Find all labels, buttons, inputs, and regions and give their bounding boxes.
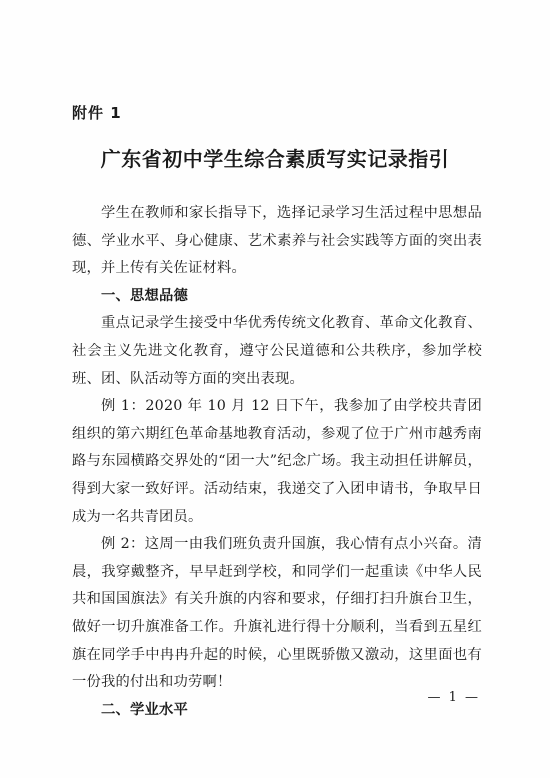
- document-body: [72, 200, 482, 724]
- intro-paragraph: 学生在教师和家长指导下，选择记录学习生活过程中思想品德、学业水平、身心健康、艺术素养与社会实践等方面的突出表现，并上传有关佐证材料。: [72, 205, 482, 277]
- section-2-heading: 二、学业水平: [101, 701, 188, 718]
- document-title: 广东省初中学生综合素质写实记录指引: [100, 147, 450, 171]
- page-number: — 1 —: [427, 690, 480, 705]
- section-1-example-2: 例 2：这周一由我们班负责升国旗，我心情有点小兴奋。清晨，我穿戴整齐，早早赶到学校，和同学们一起重读《中华人民共和国国旗法》有关升旗的内容和要求，仔细打扫升旗台卫生，做好一切升旗准备工作。升旗礼进行得十分顺利，当看到五星红旗在同学手中冉冉升起的时候，心里既骄傲又激动，这里面也有一份我的付出和功劳啊！: [72, 536, 482, 691]
- attachment-label: 附件 1: [72, 104, 122, 122]
- section-1-heading: 一、思想品德: [101, 287, 188, 304]
- section-1-example-1: 例 1：2020 年 10 月 12 日下午，我参加了由学校共青团组织的第六期红色革命基地教育活动，参观了位于广州市越秀南路与东园横路交界处的“团一大”纪念广场。我主动担任讲解员，得到大家一致好评。活动结束，我递交了入团申请书，争取早日成为一名共青团员。: [72, 398, 482, 525]
- section-1-body: 重点记录学生接受中华优秀传统文化教育、革命文化教育、社会主义先进文化教育，遵守公民道德和公共秩序，参加学校班、团、队活动等方面的突出表现。: [72, 315, 482, 387]
